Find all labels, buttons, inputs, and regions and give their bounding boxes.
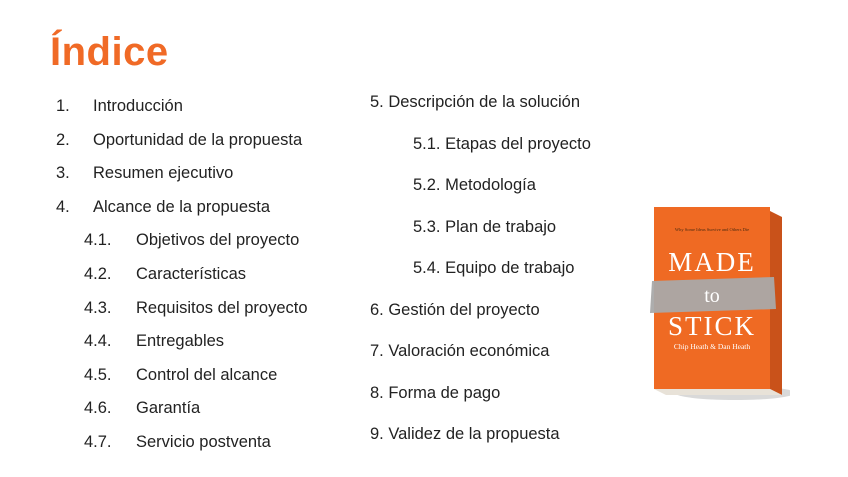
index-item-number: 4.6. (84, 399, 112, 418)
index-item-label: Entregables (136, 332, 225, 351)
index-item (56, 428, 356, 462)
book-title-to: to (704, 285, 720, 307)
index-item-number: 4.7. (84, 432, 112, 451)
page-title: Índice (50, 30, 169, 74)
index-item: 5. Descripción de la solución (370, 93, 581, 111)
index-item: 5.1. Etapas del proyecto (413, 134, 591, 153)
index-item-label: Objetivos del proyecto (136, 231, 300, 250)
book-tagline: Why Some Ideas Survive and Others Die (674, 227, 750, 232)
index-item-number: 2. (56, 130, 70, 149)
index-item (56, 126, 356, 160)
book-pages (654, 389, 782, 395)
index-item: 7. Valoración económica (370, 342, 550, 360)
index-item-number: 1. (56, 97, 70, 115)
index-item (56, 260, 356, 294)
index-item (56, 193, 356, 227)
index-item (56, 159, 356, 193)
index-item-label: Oportunidad de la propuesta (93, 130, 303, 149)
index-item (56, 394, 356, 428)
index-item-number: 4.4. (84, 332, 112, 351)
index-list-right (370, 88, 640, 462)
index-item-number: 4.3. (84, 298, 112, 317)
index-item (56, 92, 356, 126)
index-item-label: Introducción (93, 97, 183, 115)
index-item-number: 4.2. (84, 264, 112, 283)
index-item: 5.3. Plan de trabajo (413, 217, 557, 236)
index-item-number: 4.1. (84, 231, 112, 250)
book-authors: Chip Heath & Dan Heath (673, 342, 751, 351)
index-item-label: Resumen ejecutivo (93, 164, 234, 183)
index-item (56, 226, 356, 260)
index-item-label: Características (136, 264, 247, 283)
index-item-label: Alcance de la propuesta (93, 197, 271, 216)
index-item (56, 294, 356, 328)
index-item: 9. Validez de la propuesta (370, 425, 560, 443)
index-item: 8. Forma de pago (370, 383, 501, 402)
index-item-label: Garantía (136, 399, 201, 418)
index-item: 6. Gestión del proyecto (370, 300, 540, 319)
book-title-stick: STICK (667, 311, 757, 341)
book-title-made: MADE (668, 247, 756, 277)
index-item: 5.4. Equipo de trabajo (413, 259, 575, 277)
index-item: 5.2. Metodología (413, 176, 536, 194)
index-item-number: 3. (56, 164, 70, 183)
index-item-number: 4. (56, 197, 70, 216)
index-item-label: Requisitos del proyecto (136, 298, 308, 317)
index-item (56, 327, 356, 361)
index-item-label: Servicio postventa (136, 432, 271, 451)
index-item-number: 4.5. (84, 365, 112, 384)
index-item-label: Control del alcance (136, 365, 278, 384)
book-cover-image (650, 203, 790, 403)
index-list-left (56, 92, 356, 462)
index-item (56, 361, 356, 395)
